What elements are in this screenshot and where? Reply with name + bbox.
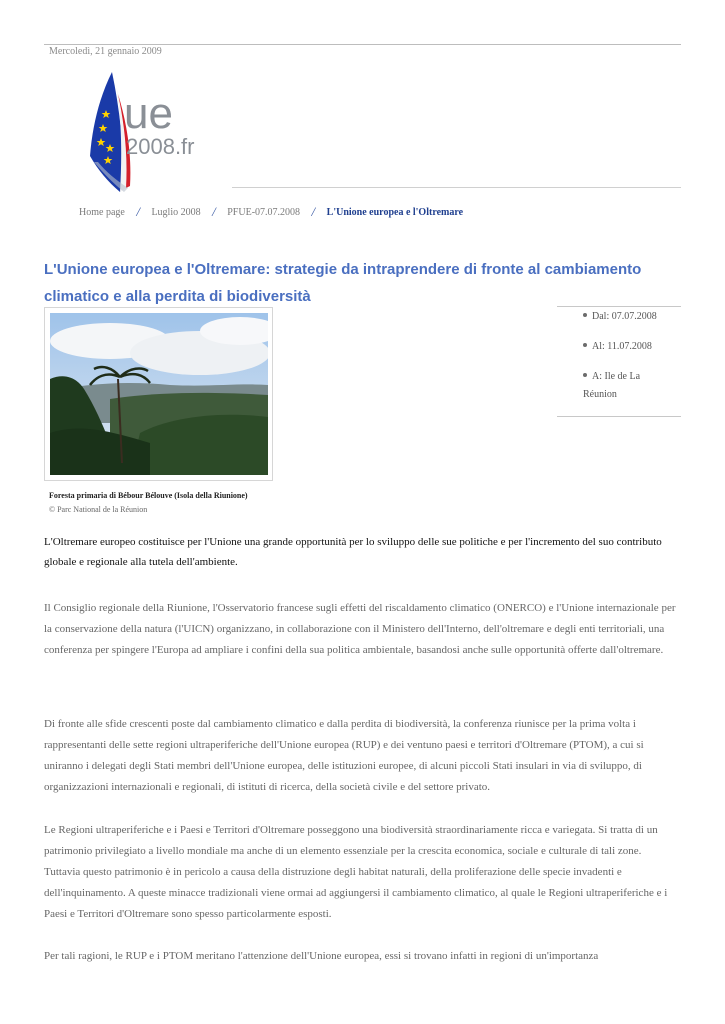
breadcrumb-home[interactable]: Home page (79, 206, 125, 218)
article-intro: L'Oltremare europeo costituisce per l'Unione una grande opportunità per lo sviluppo delle sue politiche e per l'incremento del suo contributo globale e regionale alla tutela dell'ambiente. (44, 536, 662, 568)
sidebar-place (581, 368, 656, 404)
breadcrumb (79, 204, 463, 220)
ue2008-logo[interactable] (84, 70, 204, 195)
breadcrumb-current: L'Unione europea e l'Oltremare (326, 206, 464, 218)
header-divider (232, 187, 681, 188)
photo-caption: Foresta primaria di Bébour Bélouve (Isola della Riunione) (49, 491, 248, 500)
article-photo-frame (44, 307, 273, 481)
breadcrumb-event[interactable]: PFUE-07.07.2008 (227, 206, 301, 218)
bullet-icon (583, 313, 587, 317)
breadcrumb-separator: / (212, 204, 216, 219)
sidebar-date-from (583, 308, 657, 326)
breadcrumb-month[interactable]: Luglio 2008 (151, 206, 201, 218)
sidebar-date-to (583, 338, 652, 356)
page-date: Mercoledì, 21 gennaio 2009 (49, 46, 162, 57)
place-text: A: Ile de La Réunion (583, 371, 641, 400)
article-paragraph: Il Consiglio regionale della Riunione, l'Osservatorio francese sugli effetti del riscaldamento climatico (ONERCO) e l'Unione internazionale per la conservazione della natura (l'UICN) organizzano, in collaborazione con il Ministero dell'Interno, dell'oltremare e degli enti territoriali, una conferenza per spingere l'Europa ad ampliare i confini della sua politica ambientale, basandosi anche sulle opportunità offerte dall'oltremare. (44, 602, 676, 656)
logo-year-text: 2008.fr (126, 134, 195, 159)
logo-ue-text: ue (124, 89, 173, 138)
article-paragraph: Per tali ragioni, le RUP e i PTOM meritano l'attenzione dell'Unione europea, essi si trovano infatti in regioni di un'importanza (44, 950, 599, 962)
article-paragraph: Di fronte alle sfide crescenti poste dal cambiamento climatico e dalla perdita di biodiversità, la conferenza riunisce per la prima volta i rappresentanti delle sette regioni ultraperiferiche dell'Unione europea (RUP) e dei ventuno paesi e territori d'Oltremare (PTOM), a cui si uniranno i delegati degli Stati membri dell'Unione europea, delle istituzioni europee, di alcuni piccoli Stati insulari in via di sviluppo, di organizzazioni internazionali e regionali, di istituti di ricerca, della società civile e del settore privato. (44, 718, 644, 793)
bullet-icon (583, 343, 587, 347)
article-paragraph: Le Regioni ultraperiferiche e i Paesi e Territori d'Oltremare posseggono una biodiversità straordinariamente ricca e variegata. Si tratta di un patrimonio privilegiato a livello mondiale ma anche di un elemento essenziale per la crescita economica, sociale e culturale di tali zone. Tuttavia questo patrimonio è in pericolo a causa della distruzione degli habitat naturali, della proliferazione delle specie invadenti e dell'inquinamento. A queste minacce tradizionali viene ormai ad aggiungersi il cambiamento climatico, al quale le Regioni ultraperiferiche e i Paesi e Territori d'Oltremare sono spesso particolarmente esposti. (44, 824, 668, 920)
sidebar-top-divider (557, 306, 681, 307)
forest-photo[interactable] (50, 313, 268, 475)
breadcrumb-separator: / (136, 204, 140, 219)
photo-credit: © Parc National de la Réunion (49, 505, 148, 514)
breadcrumb-separator: / (311, 204, 316, 219)
sidebar-bottom-divider (557, 416, 681, 417)
bullet-icon (583, 373, 587, 377)
date-to-text: Al: 11.07.2008 (592, 341, 652, 352)
date-from-text: Dal: 07.07.2008 (592, 311, 657, 322)
article-title: L'Unione europea e l'Oltremare: strategie da intraprendere di fronte al cambiamento climatico e alla perdita di biodiversità (44, 261, 642, 305)
top-divider (44, 44, 681, 45)
